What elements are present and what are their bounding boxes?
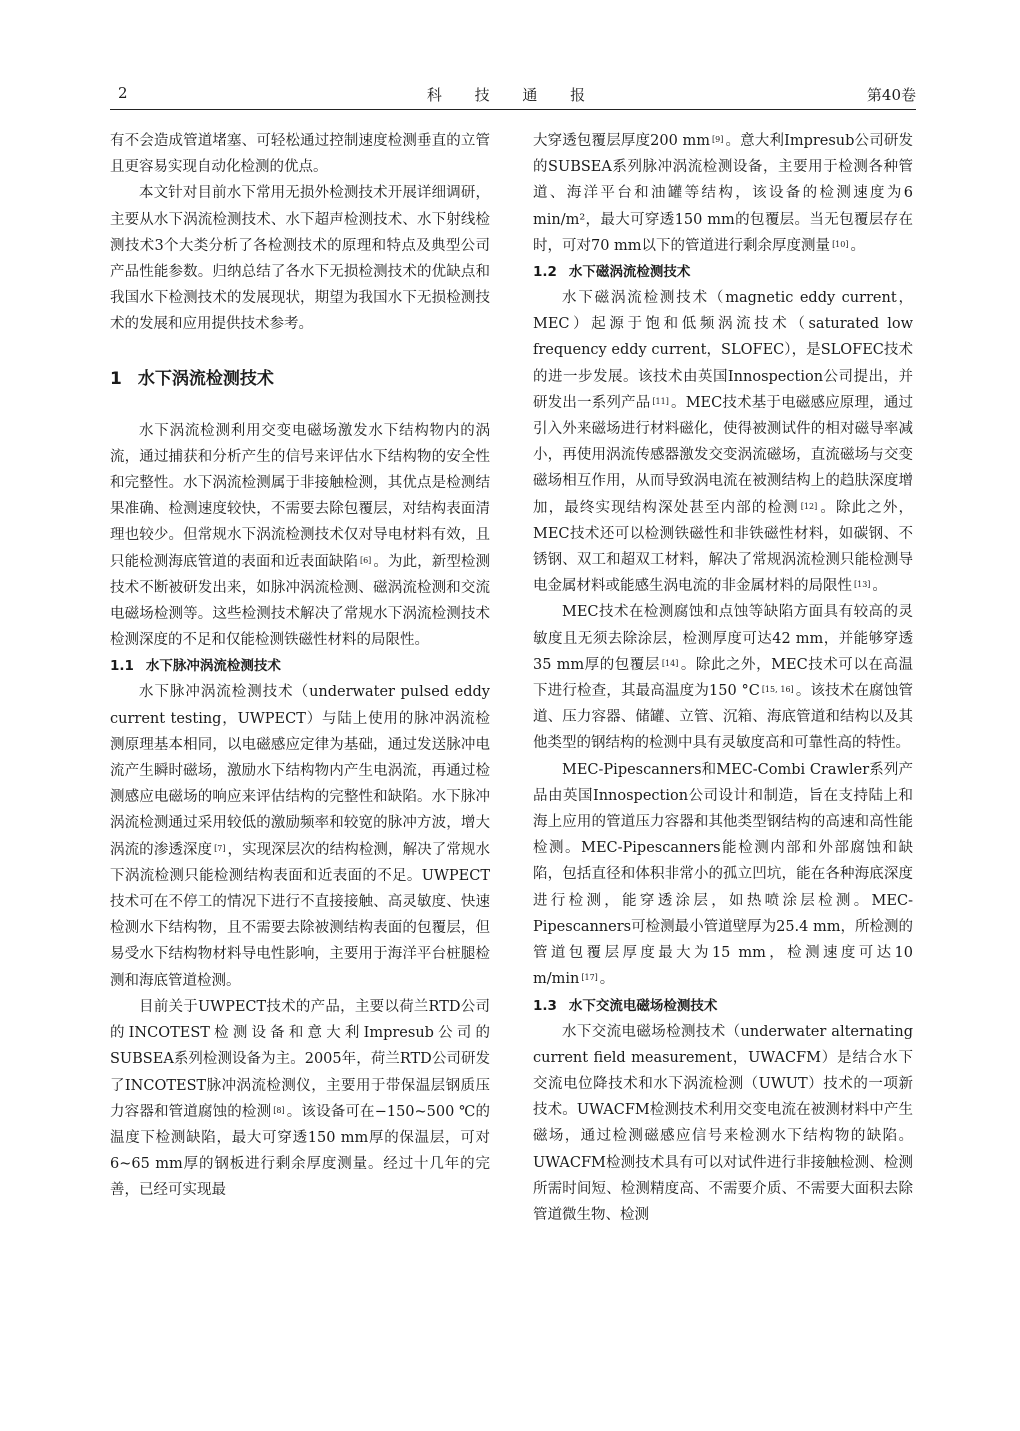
- subsection-heading: [533, 993, 913, 1019]
- subsection-number: 1.2: [533, 264, 557, 281]
- right-column: [533, 128, 913, 1228]
- citation: [17]: [581, 973, 598, 983]
- citation: [10]: [832, 239, 849, 249]
- paragraph: 水下涡流检测利用交变电磁场激发水下结构物内的涡流，通过捕获和分析产生的信号来评估水下结构物的安全性和完整性。水下涡流检测属于非接触检测，其优点是检测结果准确、检测速度较快，不需要去除包覆层，对结构表面清理也较少。但常规水下涡流检测技术仅对导电材料有效，且只能检测海底管道的表面和近表面缺陷 [6] 。为此，新型检测技术不断被研发出来，如脉冲涡流检测、磁涡流检测和交流电磁场检测等。这些检测技术解决了常规水下涡流检测技术检测深度的不足和仅能检测铁磁性材料的局限性。: [110, 422, 491, 649]
- running-header: [110, 84, 916, 108]
- journal-title: 科 技 通 报: [426, 86, 600, 104]
- header-rule: [110, 109, 916, 110]
- paragraph: 水下交流电磁场检测技术（underwater alternating current field measurement，UWACFM）是结合水下交流电位降技术和水下涡流检测（UWUT）技术的一项新技术。UWACFM检测技术利用交变电流在被测材料中产生磁场，通过检测磁感应信号来检测水下结构物的缺陷。UWACFM检测技术具有可以对试件进行非接触检测、检测所需时间短、检测精度高、不需要介质、不需要大面积去除管道微生物、检测: [533, 1023, 913, 1223]
- citation: [9]: [712, 135, 724, 144]
- subsection-title: 水下交流电磁场检测技术: [568, 997, 718, 1014]
- citation: [12]: [800, 501, 818, 511]
- citation: [7]: [214, 843, 226, 853]
- section-heading: [110, 366, 490, 392]
- paragraph: 目前关于UWPECT技术的产品，主要以荷兰RTD公司的INCOTEST检测设备和意大利Impresub公司的SUBSEA系列检测设备为主。2005年，荷兰RTD公司研发了INCOTEST脉冲涡流检测仪，主要用于带保温层钢质压力容器和管道腐蚀的检测 [8] 。该设备可在−150~500 ℃的温度下检测缺陷，最大可穿透150 mm厚的保温层，可对6~65 mm厚的钢板进行剩余厚度测量。经过十几年的完善，已经可实现最: [110, 998, 491, 1199]
- citation: [13]: [854, 580, 871, 590]
- section-title: 水下涡流检测技术: [137, 368, 274, 389]
- volume-label: 第40卷: [866, 86, 916, 104]
- paragraph: 水下磁涡流检测技术（magnetic eddy current，MEC）起源于饱和低频涡流技术（saturated low frequency eddy current，SLOFEC），是SLOFEC技术的进一步发展。该技术由英国Innospection公司提出，并研发出一系列产品 [11] 。MEC技术基于电磁感应原理，通过引入外来磁场进行材料磁化，使得被测试件的相对磁导率减小，再使用涡流传感器激发交变涡流磁场，直流磁场与交变磁场相互作用，从而导致涡电流在被测结构上的趋肤深度增加，最终实现结构深处甚至内部的检测 [12] 。除此之外，MEC技术还可以检测铁磁性和非铁磁性材料，如碳钢、不锈钢、双工和超双工材料，解决了常规涡流检测只能检测导电金属材料或能感生涡电流的非金属材料的局限性 [13] 。: [533, 290, 914, 595]
- subsection-title: 水下脉冲涡流检测技术: [145, 658, 281, 675]
- citation: [11]: [652, 396, 669, 406]
- paragraph: 大穿透包覆层厚度200 mm [9] 。意大利Impresub公司研发的SUBSEA系列脉冲涡流检测设备，主要用于检测各种管道、海洋平台和油罐等结构，该设备的检测速度为6 min/m²，最大可穿透150 mm的包覆层。当无包覆层存在时，可对70 mm以下的管道进行剩余厚度测量 [10] 。: [533, 133, 913, 254]
- subsection-heading: [533, 259, 913, 285]
- paragraph: 水下脉冲涡流检测技术（underwater pulsed eddy current testing，UWPECT）与陆上使用的脉冲涡流检测原理基本相同，以电磁感应定律为基础，通过发送脉冲电流产生瞬时磁场，激励水下结构物内产生电涡流，再通过检测感应电磁场的响应来评估结构的完整性和缺陷。水下脉冲涡流检测通过采用较低的激励频率和较宽的脉冲方波，增大涡流的渗透深度 [7] ，实现深层次的结构检测，解决了常规水下涡流检测只能检测结构表面和近表面的不足。UWPECT技术可在不停工的情况下进行不直接接触、高灵敏度、快速检测水下结构物，且不需要去除被测结构表面的包覆层，但易受水下结构物材料导电性影响，主要用于海洋平台桩腿检测和海底管道检测。: [110, 684, 491, 989]
- subsection-number: 1.1: [110, 658, 134, 675]
- citation: [14]: [661, 658, 679, 668]
- subsection-number: 1.3: [533, 997, 557, 1014]
- paragraph: MEC技术在检测腐蚀和点蚀等缺陷方面具有较高的灵敏度且无须去除涂层，检测厚度可达42 mm，并能够穿透35 mm厚的包覆层 [14] 。除此之外，MEC技术可以在高温下进行检查，其最高温度为150 °C [15, 16] 。该技术在腐蚀管道、压力容器、储罐、立管、沉箱、海底管道和结构以及其他类型的钢结构的检测中具有灵敏度高和可靠性高的特性。: [533, 604, 914, 752]
- page-number: 2: [118, 84, 128, 102]
- citation: [15, 16]: [761, 685, 794, 695]
- subsection-heading: [110, 653, 490, 679]
- paragraph: MEC-Pipescanners和MEC-Combi Crawler系列产品由英国Innospection公司设计和制造，旨在支持陆上和海上应用的管道压力容器和其他类型钢结构的高速和高性能检测。MEC-Pipescanners能检测内部和外部腐蚀和缺陷，包括直径和体积非常小的孤立凹坑，能在各种海底深度进行检测，能穿透涂层，如热喷涂层检测。MEC-Pipescanners可检测最小管道壁厚为25.4 mm，所检测的管道包覆层厚度最大为15 mm，检测速度可达10 m/min [17] 。: [533, 761, 913, 988]
- citation: [8]: [273, 1105, 285, 1115]
- left-column: [110, 128, 490, 1204]
- paragraph: 有不会造成管道堵塞、可轻松通过控制速度检测垂直的立管且更容易实现自动化检测的优点。: [110, 133, 490, 176]
- subsection-title: 水下磁涡流检测技术: [568, 264, 691, 281]
- section-number: 1: [110, 368, 122, 389]
- citation: [6]: [359, 555, 372, 565]
- paragraph: 本文针对目前水下常用无损外检测技术开展详细调研，主要从水下涡流检测技术、水下超声检测技术、水下射线检测技术3个大类分析了各检测技术的原理和特点及典型公司产品性能参数。归纳总结了各水下无损检测技术的优缺点和我国水下检测技术的发展现状，期望为我国水下无损检测技术的发展和应用提供技术参考。: [110, 185, 490, 333]
